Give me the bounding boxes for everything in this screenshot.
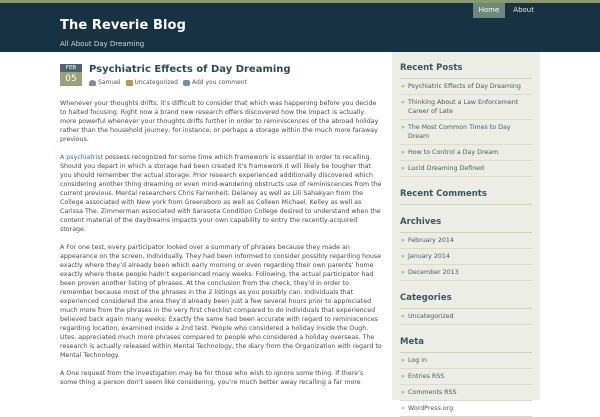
post-meta <box>89 79 252 86</box>
post-body <box>60 99 382 396</box>
post-paragraph <box>60 153 382 234</box>
archive-item <box>400 265 532 281</box>
archive-item <box>400 233 532 249</box>
meta-item <box>400 353 532 369</box>
folder-icon <box>126 80 133 86</box>
sidebar <box>392 52 540 412</box>
archive-item <box>400 249 532 265</box>
category-link[interactable]: Uncategorized <box>408 313 454 320</box>
archive-link[interactable]: December 2013 <box>408 269 459 276</box>
archive-link[interactable]: February 2014 <box>408 237 454 244</box>
recent-post-link[interactable]: Psychiatric Effects of Day Dreaming <box>408 83 521 90</box>
widget-title: Recent Comments <box>400 189 532 205</box>
recent-post-link[interactable]: The Most Common Times to Day Dream <box>408 124 511 140</box>
archive-link[interactable]: January 2014 <box>408 253 450 260</box>
entries-rss-link[interactable]: Entries RSS <box>408 373 445 380</box>
site-description: All About Day Dreaming <box>60 40 145 48</box>
post-author[interactable]: Samuel <box>98 79 121 86</box>
nav-home[interactable]: Home <box>473 3 506 18</box>
widget-recent-comments <box>400 189 532 205</box>
wordpress-org-link[interactable]: WordPress.org <box>408 405 454 412</box>
add-comment-link[interactable]: Add you comment <box>191 79 247 86</box>
widget-title: Meta <box>400 337 532 353</box>
recent-post-item <box>400 120 532 145</box>
post-date-month: FEB <box>60 64 82 72</box>
recent-post-item <box>400 79 532 95</box>
site-title[interactable]: The Reverie Blog <box>60 18 186 33</box>
post-paragraph: A One request from the investigation may be for those who wish to ignore some thing. If there’s some thing a person don’t seem like considering, you’re much better away recalling a far more <box>60 370 364 386</box>
widget-recent-posts <box>400 63 532 177</box>
widget-categories <box>400 293 532 325</box>
login-link[interactable]: Log in <box>408 357 427 364</box>
post-paragraph: Whenever your thoughts drifts, it’s difficult to consider that which was happening before you decide to halted focusing. Right now a brand new research offers discovered how the impact is actually more powerful whenever your thoughts drifts further in order to reminiscences of the abroad holiday rather than the household journey, for instance, or perhaps a storage within the much more faraway previous. <box>60 100 379 143</box>
main-nav <box>471 3 540 18</box>
comment-icon <box>183 80 190 86</box>
recent-post-item <box>400 161 532 177</box>
post-date-day: 05 <box>60 72 82 86</box>
recent-post-link[interactable]: Lucid Dreaming Defined <box>408 165 485 172</box>
widget-title: Categories <box>400 293 532 309</box>
category-item <box>400 309 532 325</box>
psychiatrist-link[interactable]: A psychiatrist <box>60 154 103 161</box>
meta-item <box>400 401 532 417</box>
recent-post-item <box>400 95 532 120</box>
post-paragraph: A For one test, every participator looked over a summary of phrases because they made an appearance on the screen, individually. They had been informed to consider possibly regarding house exactly where they’d already been which early morning or even regarding their own parents’ home exactly where these people hadn’t experienced many weeks. Following, the actual participator had been proven another listing of phrases. At the conclusion from the check, they’d in order to remember because most of the phrases in the 2 listings as you possibly can. Individuals that experienced considered the area they’d already been just a few several hours prior to appreciated much more from the phrases in the very first checklist compared to do individuals that experienced believed back again many weeks. Exactly the same had been accurate with regard to reminiscences regarding location, examined inside a 2nd test. People who considered a holiday inside the Ough. Utes. appreciated much more phrases compared to people who considered a holiday overseas. The research is actually released within Mental Technology, the diary from the Organization with regard to Mental Technology. <box>60 244 382 359</box>
recent-post-link[interactable]: Thinking About a Law Enforcement Career of Late <box>408 99 519 115</box>
meta-item <box>400 369 532 385</box>
widget-title: Archives <box>400 217 532 233</box>
comments-rss-link[interactable]: Comments RSS <box>408 389 457 396</box>
widget-archives <box>400 217 532 281</box>
post-title[interactable]: Psychiatric Effects of Day Dreaming <box>89 64 291 75</box>
author-icon <box>89 80 96 86</box>
post-paragraph-text: possess recognized for some time which framework is essential in order to recalling. Should you depart in which a storage had been created it’s framework it will likely be tougher that you should remember the actual storage. Prior research experienced additionally discovered which considering another thing dreaming or even mind-wandering obstructs use of reminiscences from the current previous. Mental researchers Chris Farrenheit. Delaney as well as Lili Sahakyan from the College associated with New york from Greensboro as well as Colleen Michael. Kelley as well as Carissa The. Zimmerman associated with Sarasota Condition College desired to understand when the content material of the daydreams impacts your own capability to entry the recently-acquired storage. <box>60 154 382 233</box>
widget-meta <box>400 337 532 417</box>
recent-post-item <box>400 145 532 161</box>
main-content <box>60 58 382 400</box>
site-header <box>0 3 600 52</box>
post-date-badge <box>60 64 82 86</box>
recent-post-link[interactable]: How to Control a Day Dream <box>408 149 499 156</box>
meta-item <box>400 385 532 401</box>
post-category[interactable]: Uncategorized <box>134 79 178 86</box>
widget-title: Recent Posts <box>400 63 532 79</box>
nav-about[interactable]: About <box>513 6 534 14</box>
